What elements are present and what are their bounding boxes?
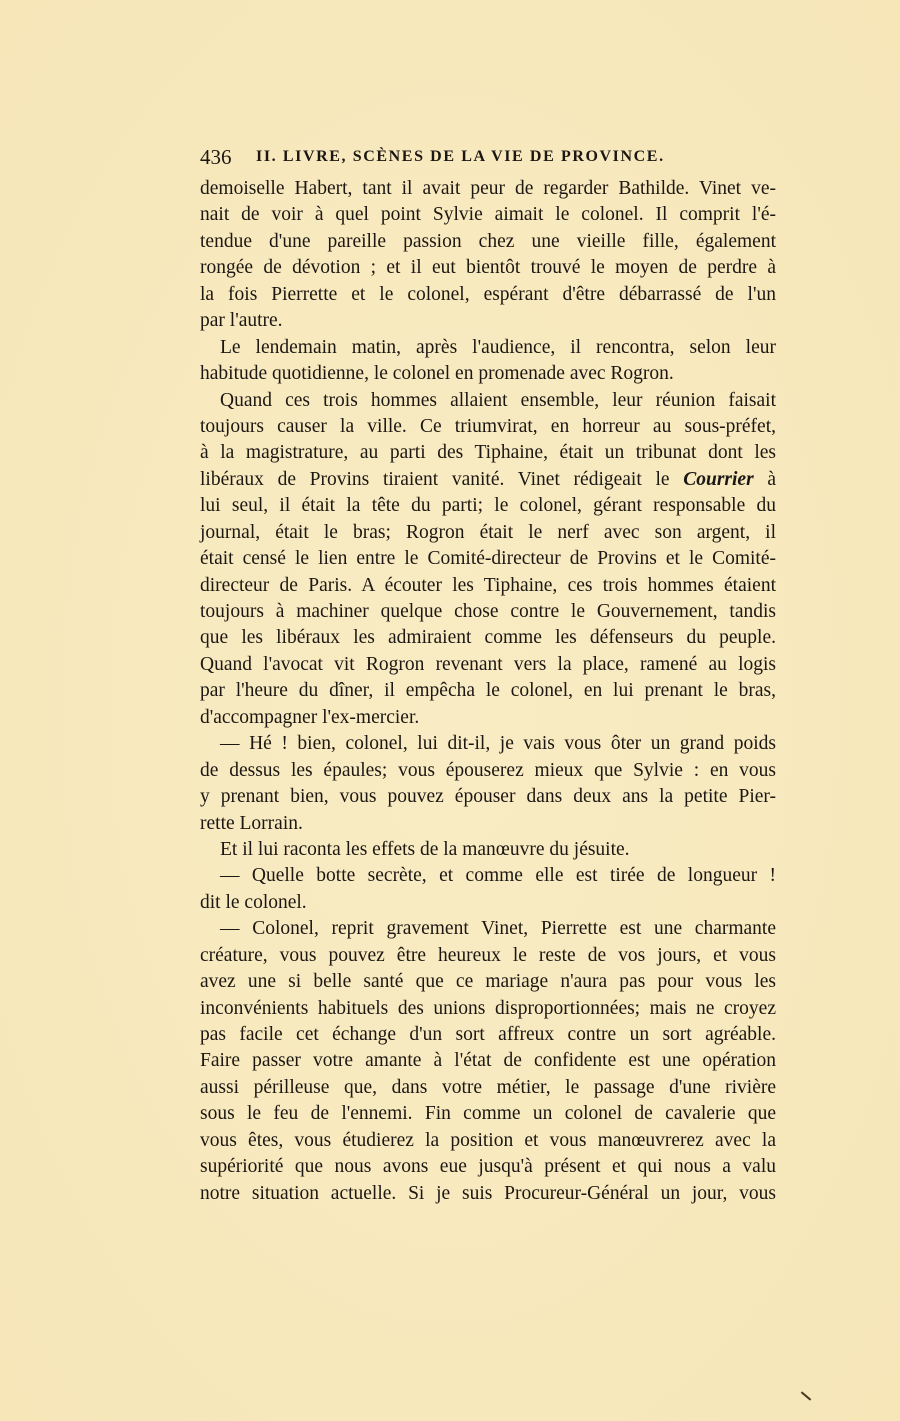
running-title: II. LIVRE, SCÈNES DE LA VIE DE PROVINCE. (256, 148, 665, 165)
text-line (200, 440, 776, 466)
text-line (200, 493, 776, 519)
line-text: sous le feu de l'ennemi. Fin comme un colonel de cavalerie que (200, 1103, 776, 1125)
line-text: Quand l'avocat vit Rogron revenant vers la place, ramené au logis (200, 653, 776, 675)
paper-speck (801, 1391, 811, 1400)
text-line (200, 943, 776, 969)
text-line (200, 890, 776, 916)
text-line (200, 520, 776, 546)
line-text: supériorité que nous avons eue jusqu'à présent et qui nous a valu (200, 1156, 776, 1178)
text-line (200, 1128, 776, 1154)
paragraph (200, 916, 776, 1207)
line-text: rongée de dévotion ; et il eut bientôt trouvé le moyen de perdre à (200, 257, 776, 279)
italic-title: Courrier (683, 468, 754, 490)
text-line (200, 599, 776, 625)
line-text: par l'autre. (200, 310, 283, 332)
line-text: par l'heure du dîner, il empêcha le colonel, en lui prenant le bras, (200, 680, 776, 702)
text-line (200, 1048, 776, 1074)
page-header (200, 143, 776, 171)
page-body-text (200, 176, 776, 1207)
line-text: toujours à machiner quelque chose contre le Gouvernement, tandis (200, 601, 776, 622)
line-text: journal, était le bras; Rogron était le nerf avec son argent, il (200, 521, 776, 543)
text-line (200, 176, 776, 202)
paragraph (200, 176, 776, 335)
text-line (200, 811, 776, 837)
line-text: avez une si belle santé que ce mariage n'aura pas pour vous les (200, 971, 776, 993)
text-line (200, 414, 776, 440)
paragraph (200, 388, 776, 732)
line-text: à la magistrature, au parti des Tiphaine, était un tribunat dont les (200, 442, 776, 464)
line-text: lui seul, il était la tête du parti; le colonel, gérant responsable du (200, 495, 776, 517)
text-line (200, 388, 776, 414)
line-text: demoiselle Habert, tant il avait peur de regarder Bathilde. Vinet ve- (200, 178, 776, 199)
line-text: Le lendemain matin, après l'audience, il rencontra, selon leur (220, 336, 776, 358)
paragraph (200, 335, 776, 388)
line-text: toujours causer la ville. Ce triumvirat, en horreur au sous-préfet, (200, 415, 776, 437)
line-text: pas facile cet échange d'un sort affreux contre un sort agréable. (200, 1024, 776, 1045)
text-line (200, 467, 776, 493)
text-line (200, 863, 776, 889)
text-line (200, 784, 776, 810)
text-line (200, 255, 776, 281)
text-line (200, 1075, 776, 1101)
line-text: dit le colonel. (200, 891, 307, 913)
line-text: rette Lorrain. (200, 812, 303, 834)
text-line (200, 1101, 776, 1127)
text-line (200, 573, 776, 599)
line-text: inconvénients habituels des unions disproportionnées; mais ne croyez (200, 997, 776, 1019)
line-text: à (753, 468, 777, 490)
text-line (200, 837, 776, 863)
paragraph (200, 731, 776, 837)
line-text: créature, vous pouvez être heureux le reste de vos jours, et vous (200, 944, 776, 966)
text-line (200, 731, 776, 757)
line-text: d'accompagner l'ex-mercier. (200, 706, 420, 728)
text-line (200, 308, 776, 334)
text-line (200, 282, 776, 308)
line-text: — Hé ! bien, colonel, lui dit-il, je vais vous ôter un grand poids (220, 733, 776, 755)
text-line (200, 969, 776, 995)
text-line (200, 996, 776, 1022)
line-text: vous êtes, vous étudierez la position et vous manœuvrerez avec la (200, 1129, 776, 1151)
line-text: Et il lui raconta les effets de la manœuvre du jésuite. (220, 838, 630, 860)
text-line (200, 916, 776, 942)
text-line (200, 758, 776, 784)
line-text: Faire passer votre amante à l'état de confidente est une opération (200, 1050, 776, 1072)
line-text: — Colonel, reprit gravement Vinet, Pierrette est une charmante (220, 918, 776, 940)
line-text: tendue d'une pareille passion chez une vieille fille, également (200, 230, 776, 252)
line-text: directeur de Paris. A écouter les Tiphaine, ces trois hommes étaient (200, 574, 776, 596)
text-line (200, 202, 776, 228)
line-text: nait de voir à quel point Sylvie aimait le colonel. Il comprit l'é- (200, 204, 776, 226)
text-line (200, 705, 776, 731)
line-text: la fois Pierrette et le colonel, espérant d'être débarrassé de l'un (200, 283, 776, 305)
line-text: habitude quotidienne, le colonel en promenade avec Rogron. (200, 363, 674, 385)
text-line (200, 678, 776, 704)
line-text: libéraux de Provins tiraient vanité. Vinet rédigeait le (200, 468, 684, 490)
line-text: Quand ces trois hommes allaient ensemble, leur réunion faisait (220, 389, 776, 411)
text-line (200, 1181, 776, 1207)
text-line (200, 1154, 776, 1180)
paragraph (200, 863, 776, 916)
line-text: y prenant bien, vous pouvez épouser dans deux ans la petite Pier- (200, 786, 776, 808)
line-text: de dessus les épaules; vous épouserez mieux que Sylvie : en vous (200, 759, 776, 781)
line-text: — Quelle botte secrète, et comme elle est tirée de longueur ! (220, 865, 776, 887)
text-line (200, 546, 776, 572)
text-line (200, 335, 776, 361)
text-line (200, 361, 776, 387)
line-text: était censé le lien entre le Comité-directeur de Provins et le Comité- (200, 548, 776, 570)
text-line (200, 652, 776, 678)
line-text: notre situation actuelle. Si je suis Procureur-Général un jour, vous (200, 1182, 776, 1204)
line-text: aussi périlleuse que, dans votre métier, le passage d'une rivière (200, 1076, 776, 1098)
line-text: que les libéraux les admiraient comme les défenseurs du peuple. (200, 627, 776, 649)
text-line (200, 1022, 776, 1048)
page-number: 436 (200, 145, 232, 169)
text-line (200, 625, 776, 651)
text-line (200, 229, 776, 255)
paragraph (200, 837, 776, 863)
